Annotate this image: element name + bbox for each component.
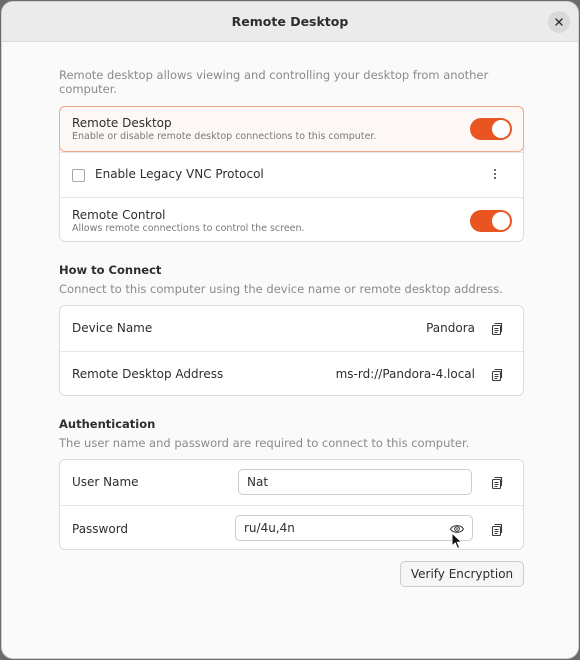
verify-encryption-button[interactable]: Verify Encryption <box>400 561 524 587</box>
kebab-menu-icon[interactable] <box>489 167 501 183</box>
remote-desktop-dialog <box>1 1 579 659</box>
device-name-row <box>60 306 523 351</box>
intro-description: Remote desktop allows viewing and controlling your desktop from another computer. <box>59 68 489 96</box>
window-title: Remote Desktop <box>231 14 349 29</box>
copy-icon[interactable] <box>490 523 504 537</box>
remote-control-row[interactable] <box>60 197 523 243</box>
header-bar <box>2 2 578 42</box>
remote-control-title: Remote Control <box>72 208 166 222</box>
remote-desktop-subtitle: Enable or disable remote desktop connections to this computer. <box>72 131 377 142</box>
toggle-knob <box>492 120 510 138</box>
close-icon <box>555 18 563 26</box>
authentication-description: The user name and password are required to connect to this computer. <box>59 436 470 450</box>
close-button[interactable] <box>548 11 570 33</box>
remote-desktop-card <box>59 106 524 242</box>
remote-desktop-row[interactable] <box>59 106 524 152</box>
authentication-card <box>59 459 524 550</box>
toggle-knob <box>492 212 510 230</box>
password-input[interactable]: ru/4u,4n <box>235 515 473 541</box>
username-label: User Name <box>72 475 139 489</box>
remote-desktop-toggle[interactable] <box>470 118 512 140</box>
mouse-pointer-icon <box>451 532 463 550</box>
authentication-title: Authentication <box>59 417 156 431</box>
password-row <box>60 505 523 551</box>
remote-desktop-title: Remote Desktop <box>72 116 172 130</box>
password-label: Password <box>72 522 129 536</box>
copy-icon[interactable] <box>490 476 504 490</box>
device-name-label: Device Name <box>72 321 153 335</box>
device-name-value: Pandora <box>426 321 475 335</box>
legacy-vnc-checkbox[interactable] <box>72 169 85 182</box>
remote-control-toggle[interactable] <box>470 210 512 232</box>
address-row <box>60 351 523 397</box>
copy-icon[interactable] <box>490 368 504 382</box>
legacy-vnc-label: Enable Legacy VNC Protocol <box>95 167 264 181</box>
legacy-vnc-row <box>60 152 523 197</box>
how-to-connect-title: How to Connect <box>59 263 162 277</box>
how-to-connect-description: Connect to this computer using the device name or remote desktop address. <box>59 282 503 296</box>
copy-icon[interactable] <box>490 322 504 336</box>
address-label: Remote Desktop Address <box>72 367 224 381</box>
username-row <box>60 460 523 505</box>
remote-control-subtitle: Allows remote connections to control the screen. <box>72 223 305 234</box>
connection-card <box>59 305 524 396</box>
address-value: ms-rd://Pandora-4.local <box>335 367 475 381</box>
username-input[interactable]: Nat <box>238 469 472 495</box>
